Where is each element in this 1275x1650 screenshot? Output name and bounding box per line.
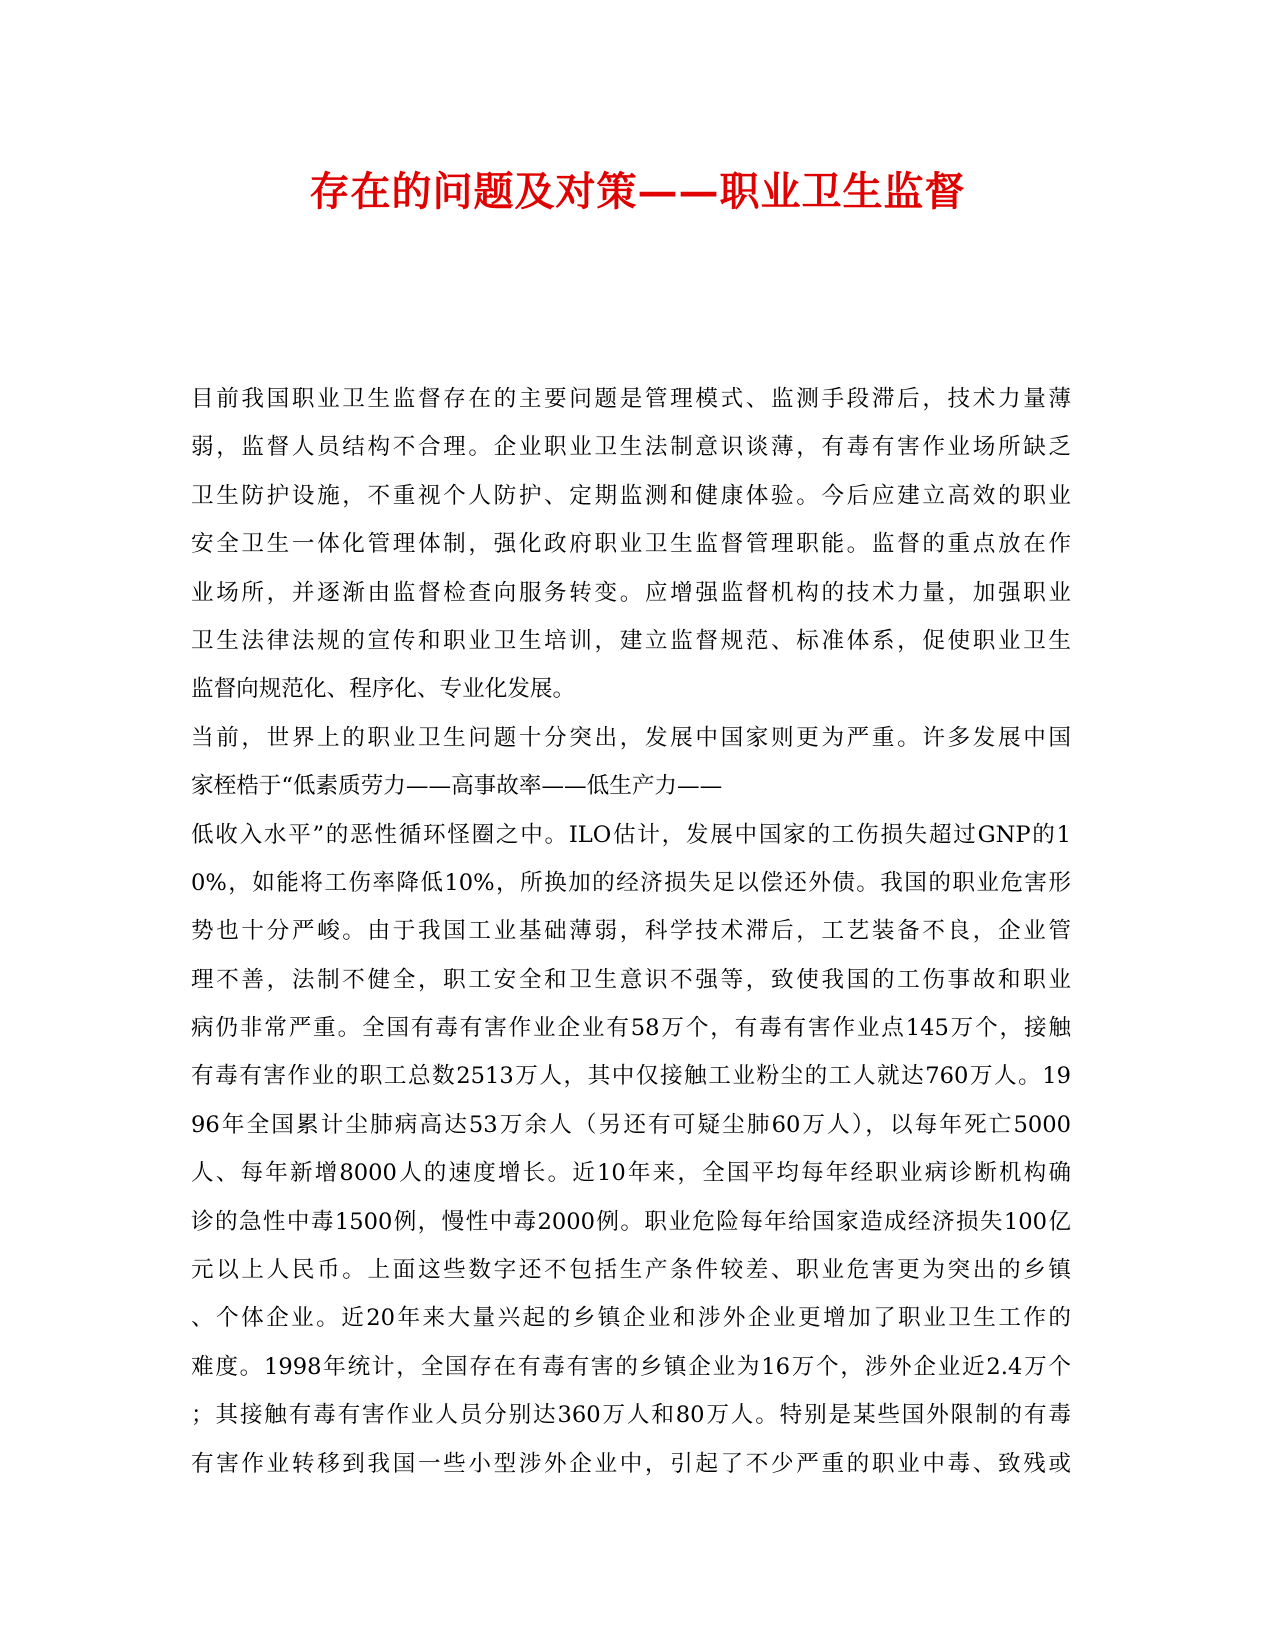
text-line: 家桎梏于“低素质劳力——高事故率——低生产力——	[191, 773, 723, 800]
text-line: 目前我国职业卫生监督存在的主要问题是管理模式、监测手段滞后，技术力量薄	[191, 386, 1071, 412]
text-line: 卫生法律法规的宣传和职业卫生培训，建立监督规范、标准体系，促使职业卫生	[191, 627, 1071, 654]
text-line: 势也十分严峻。由于我国工业基础薄弱，科学技术滞后，工艺装备不良，企业管	[191, 918, 1071, 945]
text-line: 病仍非常严重。全国有毒有害作业企业有58万个，有毒有害作业点145万个，接触	[191, 1015, 1071, 1042]
paragraph-1	[191, 375, 1071, 714]
text-line: 、个体企业。近20年来大量兴起的乡镇企业和涉外企业更增加了职业卫生工作的	[191, 1305, 1071, 1332]
text-line: 监督向规范化、程序化、专业化发展。	[191, 676, 576, 703]
page-title: 存在的问题及对策——职业卫生监督	[309, 168, 966, 215]
text-line: 元以上人民币。上面这些数字还不包括生产条件较差、职业危害更为突出的乡镇	[191, 1257, 1071, 1284]
text-line: 难度。1998年统计，全国存在有毒有害的乡镇企业为16万个，涉外企业近2.4万个	[191, 1353, 1071, 1380]
text-line: 业场所，并逐渐由监督检查向服务转变。应增强监督机构的技术力量，加强职业	[191, 579, 1071, 606]
text-line: 卫生防护设施，不重视个人防护、定期监测和健康体验。今后应建立高效的职业	[191, 482, 1071, 509]
document-body	[191, 375, 1071, 1536]
text-line: 人、每年新增8000人的速度增长。近10年来，全国平均每年经职业病诊断机构确	[191, 1160, 1071, 1187]
text-line: 诊的急性中毒1500例，慢性中毒2000例。职业危险每年给国家造成经济损失100亿	[191, 1208, 1071, 1235]
text-line	[191, 1488, 1071, 1536]
text-line: 有毒有害作业的职工总数2513万人，其中仅接触工业粉尘的工人就达760万人。19	[191, 1063, 1071, 1090]
paragraph-2	[191, 714, 1071, 1537]
text-line: 0%，如能将工伤率降低10%，所换加的经济损失足以偿还外债。我国的职业危害形	[191, 869, 1071, 896]
text-line: 安全卫生一体化管理体制，强化政府职业卫生监督管理职能。监督的重点放在作	[191, 531, 1071, 558]
text-line: 96年全国累计尘肺病高达53万余人（另还有可疑尘肺60万人），以每年死亡5000	[191, 1111, 1071, 1138]
text-line: 低收入水平”的恶性循环怪圈之中。ILO估计，发展中国家的工伤损失超过GNP的1	[191, 821, 1071, 848]
text-line: 有害作业转移到我国一些小型涉外企业中，引起了不少严重的职业中毒、致残或	[191, 1450, 1071, 1477]
text-line: 理不善，法制不健全，职工安全和卫生意识不强等，致使我国的工伤事故和职业	[191, 966, 1071, 993]
text-line: ；其接触有毒有害作业人员分别达360万人和80万人。特别是某些国外限制的有毒	[191, 1402, 1071, 1429]
text-line: 当前，世界上的职业卫生问题十分突出，发展中国家则更为严重。许多发展中国	[191, 724, 1071, 751]
text-line: 弱，监督人员结构不合理。企业职业卫生法制意识谈薄，有毒有害作业场所缺乏	[191, 434, 1071, 461]
